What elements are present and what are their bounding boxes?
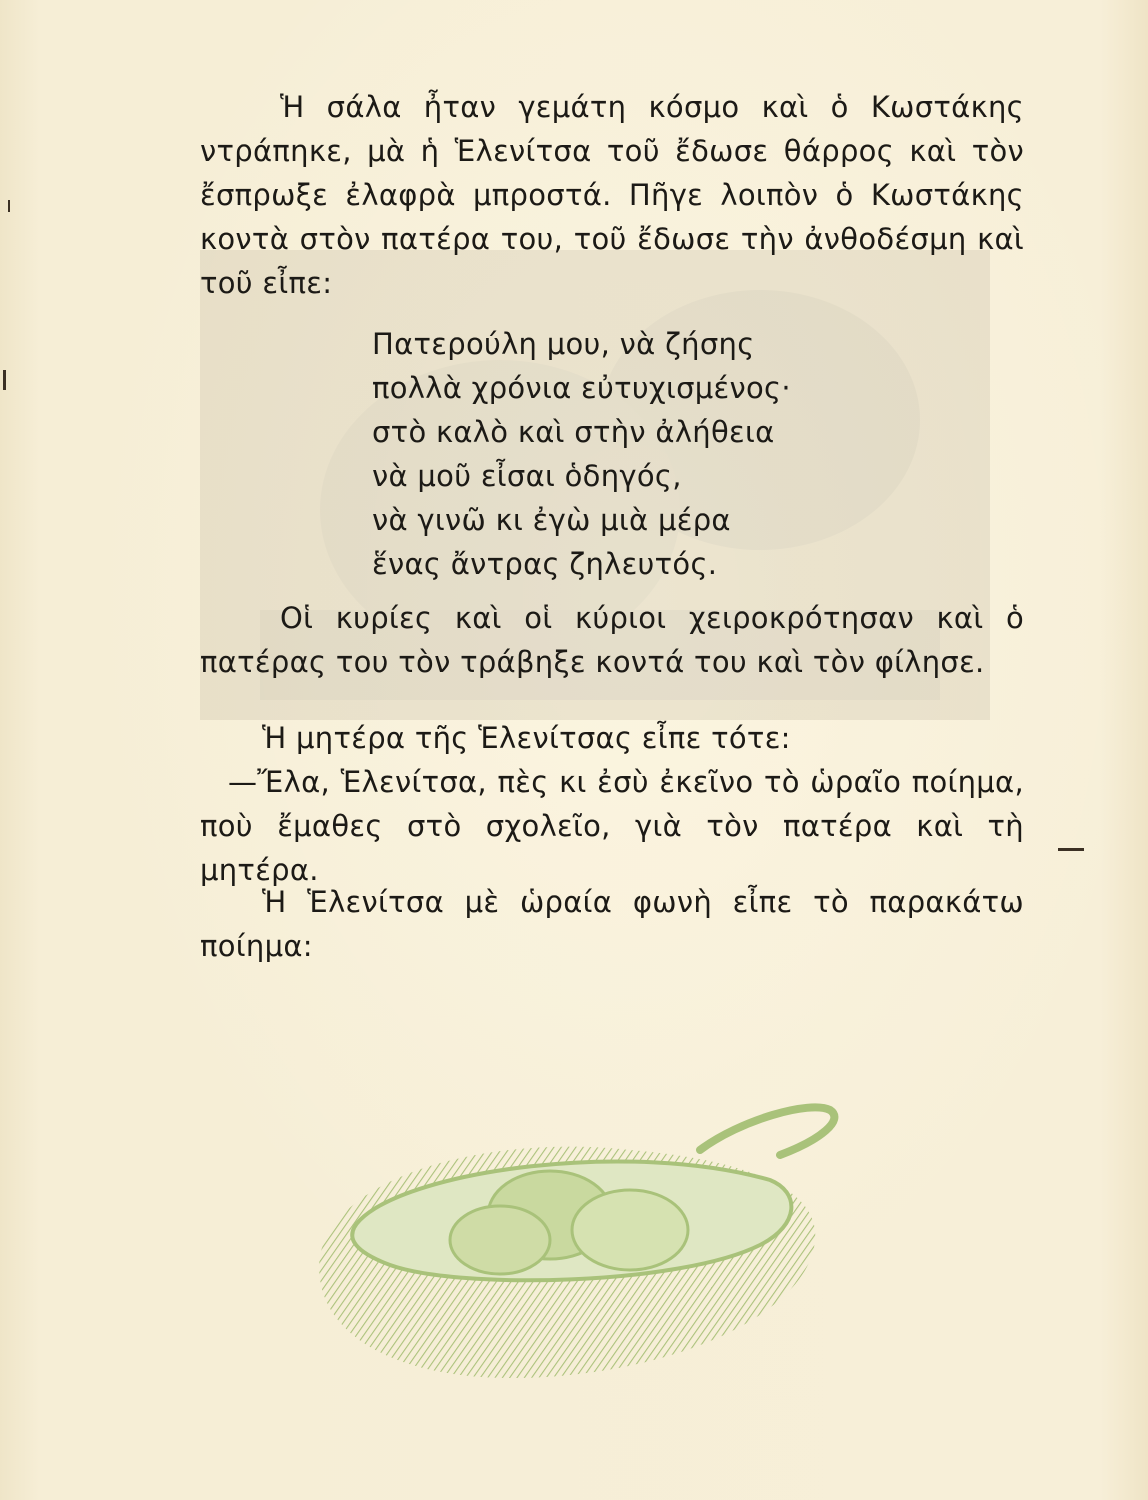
poem-for-father bbox=[372, 322, 791, 586]
poem-line: πολλὰ χρόνια εὐτυχισμένος· bbox=[372, 371, 791, 405]
poem-line: στὸ καλὸ καὶ στὴν ἀλήθεια bbox=[372, 415, 775, 449]
paragraph-intro: Ἡ σάλα ἦταν γεμάτη κόσμο καὶ ὁ Κωστάκης ντράπηκε, μὰ ἡ Ἑλενίτσα τοῦ ἔδωσε θάρρος καὶ τὸν ἔσπρωξε ἐλαφρὰ μπροστά. Πῆγε λοιπὸν ὁ Κωστάκης κοντὰ στὸν πατέρα του, τοῦ ἔδωσε τὴν ἀνθοδέσμη καὶ τοῦ εἶπε: bbox=[200, 90, 1024, 300]
poem-line: ἕνας ἄντρας ζηλευτός. bbox=[372, 547, 718, 581]
paragraph-applause: Οἱ κυρίες καὶ οἱ κύριοι χειροκρότησαν καὶ ὁ πατέρας του τὸν τράβηξε κοντά του καὶ τὸν φίλησε. bbox=[200, 601, 1024, 679]
margin-mark bbox=[3, 370, 6, 390]
poem-line: νὰ γινῶ κι ἐγὼ μιὰ μέρα bbox=[372, 503, 731, 537]
paragraph-elenitsa-poem-intro: Ἡ Ἑλενίτσα μὲ ὡραία φωνὴ εἶπε τὸ παρακάτω ποίημα: bbox=[200, 885, 1024, 963]
poem-line: Πατερούλη μου, νὰ ζήσης bbox=[372, 327, 755, 361]
margin-mark bbox=[1058, 848, 1084, 851]
plate-illustration bbox=[300, 1080, 860, 1390]
margin-mark bbox=[8, 200, 10, 212]
poem-line: νὰ μοῦ εἶσαι ὁδηγός, bbox=[372, 459, 682, 493]
paragraph-mother-speaks: Ἡ μητέρα τῆς Ἑλενίτσας εἶπε τότε: bbox=[262, 721, 791, 755]
paragraph-dialogue: —Ἔλα, Ἑλενίτσα, πὲς κι ἐσὺ ἐκεῖνο τὸ ὡραῖο ποίημα, ποὺ ἔμαθες στὸ σχολεῖο, γιὰ τὸν πατέρα καὶ τὴ μητέρα. bbox=[200, 765, 1024, 887]
